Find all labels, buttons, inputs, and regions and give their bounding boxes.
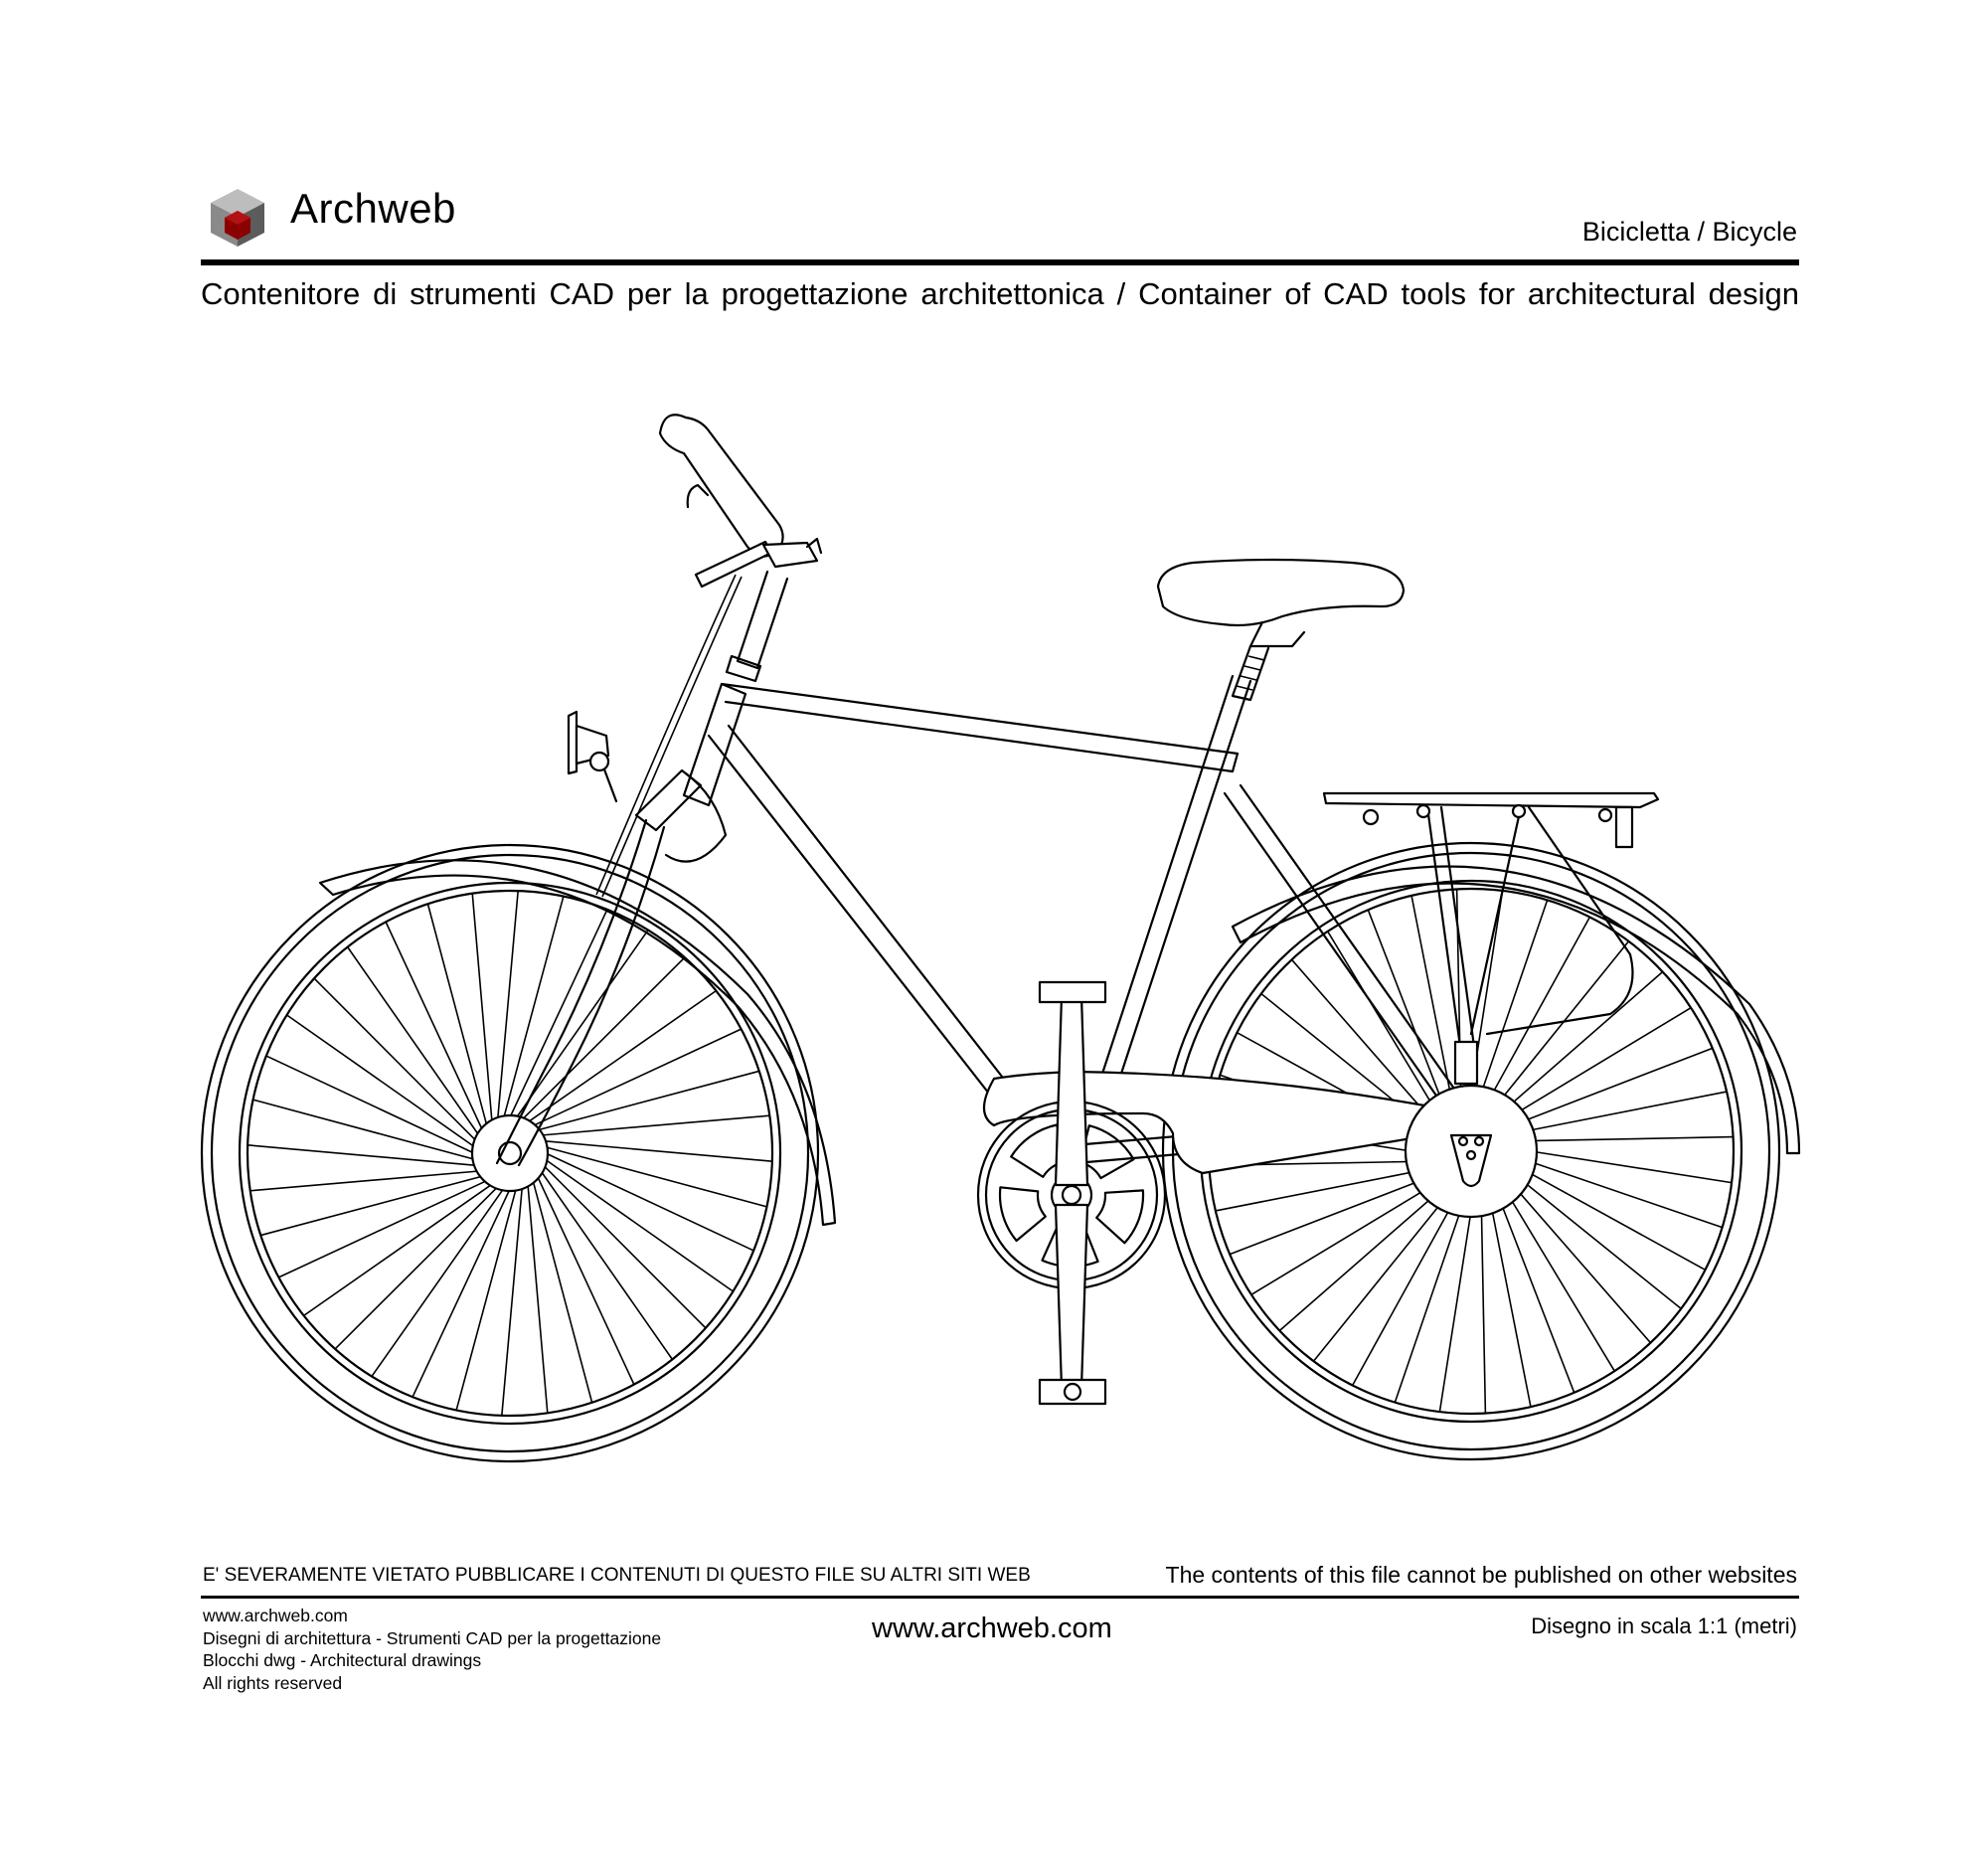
- chainring-cutout: [1096, 1190, 1143, 1243]
- notice-italian: E' SEVERAMENTE VIETATO PUBBLICARE I CONTENUTI DI QUESTO FILE SU ALTRI SITI WEB: [203, 1565, 1031, 1586]
- rear-hub: [1406, 1086, 1537, 1217]
- wheel-spoke: [1481, 1210, 1485, 1414]
- wheel-spoke: [545, 1159, 733, 1291]
- footer-rule: [201, 1596, 1799, 1599]
- wheel-spoke: [1530, 1137, 1734, 1141]
- brake-cable: [596, 575, 742, 897]
- wheel-spoke: [413, 1189, 510, 1397]
- wheel-spoke: [516, 931, 648, 1118]
- wheel-spoke: [1411, 896, 1450, 1096]
- wheel-spoke: [248, 1145, 476, 1165]
- bicycle-drawing: [0, 378, 1988, 1491]
- footer-website: www.archweb.com: [872, 1613, 1112, 1644]
- header-subtitle: Contenitore di strumenti CAD per la progettazione architettonica / Container of CAD tools for architectural design: [201, 276, 1799, 311]
- scale-note: Disegno in scala 1:1 (metri): [1531, 1613, 1797, 1638]
- wheel-spoke: [1492, 1207, 1531, 1407]
- rear-rack: [1324, 793, 1658, 1084]
- wheel-spoke: [544, 1141, 772, 1161]
- wheel-spoke: [260, 1176, 482, 1235]
- wheel-spoke: [1523, 1181, 1681, 1308]
- wheel-spoke: [266, 1056, 474, 1153]
- footer-line: Disegni di architettura - Strumenti CAD per la progettazione: [203, 1627, 662, 1648]
- wheel-spoke: [287, 1015, 475, 1147]
- wheel-spoke: [541, 1115, 769, 1135]
- front-wheel: [202, 845, 818, 1461]
- wheel-spoke: [1481, 900, 1547, 1093]
- wheel-spoke: [253, 1100, 475, 1159]
- footer-line: www.archweb.com: [203, 1606, 348, 1625]
- wheel-spoke: [1531, 1151, 1732, 1183]
- notice-english: The contents of this file cannot be published on other websites: [1165, 1562, 1797, 1588]
- wheel-spoke: [1353, 1207, 1451, 1385]
- wheel-spoke: [348, 947, 479, 1135]
- wheel-spoke: [1523, 1048, 1713, 1121]
- footer-credits: [203, 1605, 661, 1694]
- archweb-logo: [207, 187, 268, 249]
- wheel-spoke: [1230, 1181, 1419, 1255]
- wheel-spoke: [502, 1187, 522, 1416]
- wheel-spoke: [1527, 1172, 1705, 1271]
- wheel-spoke: [372, 1188, 504, 1376]
- drawing-title: Bicicletta / Bicycle: [1581, 217, 1797, 247]
- wheel-spoke: [528, 991, 716, 1122]
- headlamp: [569, 712, 616, 801]
- chainring-cutout: [1000, 1187, 1046, 1241]
- chain-guard: [984, 1072, 1451, 1173]
- wheel-spoke: [1439, 1211, 1471, 1412]
- wheel-spoke: [1492, 918, 1590, 1096]
- wheel-spoke: [1527, 1092, 1727, 1130]
- wheel-spoke: [1216, 1172, 1415, 1211]
- wheel-spoke: [472, 894, 492, 1122]
- bicycle-seat: [1158, 560, 1404, 700]
- wheel-spoke: [1314, 1203, 1441, 1361]
- fork-spring: [636, 770, 726, 862]
- header-rule: [201, 259, 1799, 265]
- footer-line: All rights reserved: [203, 1672, 343, 1693]
- wheel-spoke: [1395, 1210, 1460, 1403]
- wheel-spoke: [538, 1071, 759, 1129]
- wheel-spoke: [510, 910, 607, 1117]
- wheel-spoke: [427, 904, 486, 1125]
- brand-name: Archweb: [290, 185, 456, 232]
- wheel-spoke: [498, 891, 518, 1119]
- wheel-spoke: [250, 1171, 479, 1191]
- wheel-spoke: [546, 1153, 753, 1251]
- wheel-spoke: [545, 1147, 766, 1207]
- wheel-spoke: [1368, 910, 1441, 1100]
- wheel-spoke: [1530, 1161, 1723, 1227]
- wheel-spoke: [528, 1184, 548, 1413]
- wheel-spoke: [541, 1171, 672, 1359]
- wheel-spoke: [456, 1188, 516, 1410]
- wheel-spoke: [304, 1184, 492, 1315]
- wheel-spoke: [533, 1181, 591, 1403]
- wheel-spoke: [1501, 1203, 1574, 1393]
- wheel-spoke: [504, 897, 564, 1118]
- footer-line: Blocchi dwg - Architectural drawings: [203, 1650, 482, 1670]
- handlebar: [660, 415, 821, 681]
